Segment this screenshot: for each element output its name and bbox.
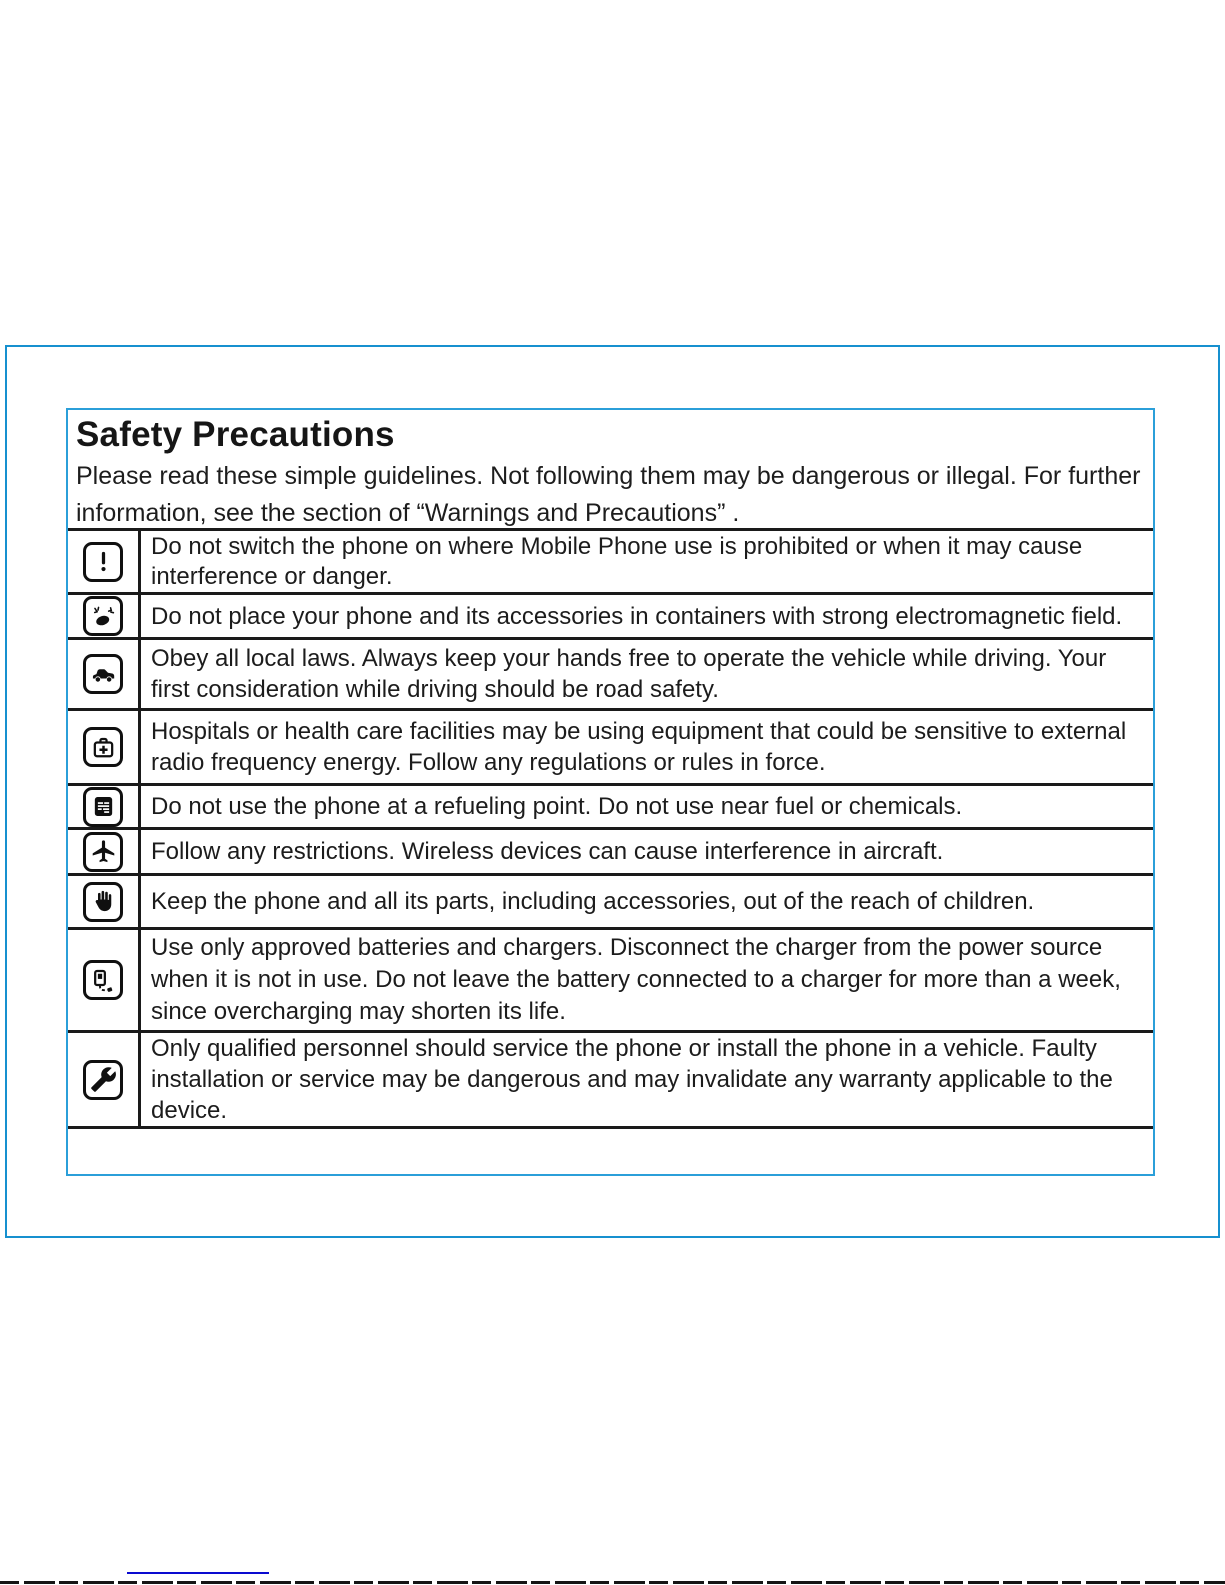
hand-children-icon xyxy=(83,882,123,922)
wrench-service-icon xyxy=(83,1060,123,1100)
table-row xyxy=(68,592,1153,637)
table-row xyxy=(68,1030,1153,1126)
table-header-cell xyxy=(68,410,1153,528)
icon-cell xyxy=(68,595,141,637)
row-text: Obey all local laws. Always keep your hands free to operate the vehicle while driving. Your first consideration while driving should be road safety. xyxy=(151,645,1107,703)
row-text: Do not use the phone at a refueling point. Do not use near fuel or chemicals. xyxy=(151,793,963,820)
row-text: Hospitals or health care facilities may be using equipment that could be sensitive to external radio frequency energy. Follow any regulations or rules in force. xyxy=(151,718,1127,776)
row-text: Keep the phone and all its parts, including accessories, out of the reach of children. xyxy=(151,888,1035,915)
car-driving-icon xyxy=(83,654,123,694)
icon-cell xyxy=(68,1033,141,1126)
row-text: Follow any restrictions. Wireless devices can cause interference in aircraft. xyxy=(151,838,944,865)
intro-text: Please read these simple guidelines. Not following them may be dangerous or illegal. For further information, see the section of “Warnings and Precautions” . xyxy=(76,462,1141,527)
airplane-icon xyxy=(83,832,123,872)
empty-table-footer-row xyxy=(68,1126,1153,1174)
table-row xyxy=(68,927,1153,1030)
icon-cell xyxy=(68,786,141,827)
safety-precautions-table xyxy=(66,408,1155,1176)
icon-cell xyxy=(68,830,141,873)
exclamation-warning-icon xyxy=(83,542,123,582)
table-row xyxy=(68,827,1153,873)
fuel-pump-icon xyxy=(83,787,123,827)
icon-cell xyxy=(68,531,141,592)
row-text: Do not place your phone and its accessories in containers with strong electromagnetic field. xyxy=(151,602,1123,630)
battery-charger-icon xyxy=(83,960,123,1000)
row-text: Only qualified personnel should service the phone or install the phone in a vehicle. Faulty installation or service may be dangerous and may invalidate any warranty applicable to the device. xyxy=(151,1035,1113,1124)
table-row xyxy=(68,637,1153,708)
row-text: Use only approved batteries and chargers. Disconnect the charger from the power source when it is not in use. Do not leave the battery connected to a charger for more than a week, since overcharging may shorten its life. xyxy=(151,934,1121,1025)
footer-link-underline xyxy=(127,1572,269,1574)
magnet-interference-icon xyxy=(83,596,123,636)
page-title: Safety Precautions xyxy=(76,415,395,454)
icon-cell xyxy=(68,640,141,708)
table-row xyxy=(68,708,1153,783)
table-row xyxy=(68,528,1153,592)
row-text: Do not switch the phone on where Mobile Phone use is prohibited or when it may cause interference or danger. xyxy=(151,532,1083,590)
first-aid-hospital-icon xyxy=(83,727,123,767)
icon-cell xyxy=(68,930,141,1030)
scan-edge-artifact-line xyxy=(0,1581,1225,1584)
table-row xyxy=(68,873,1153,927)
table-row xyxy=(68,783,1153,827)
icon-cell xyxy=(68,876,141,927)
icon-cell xyxy=(68,711,141,783)
